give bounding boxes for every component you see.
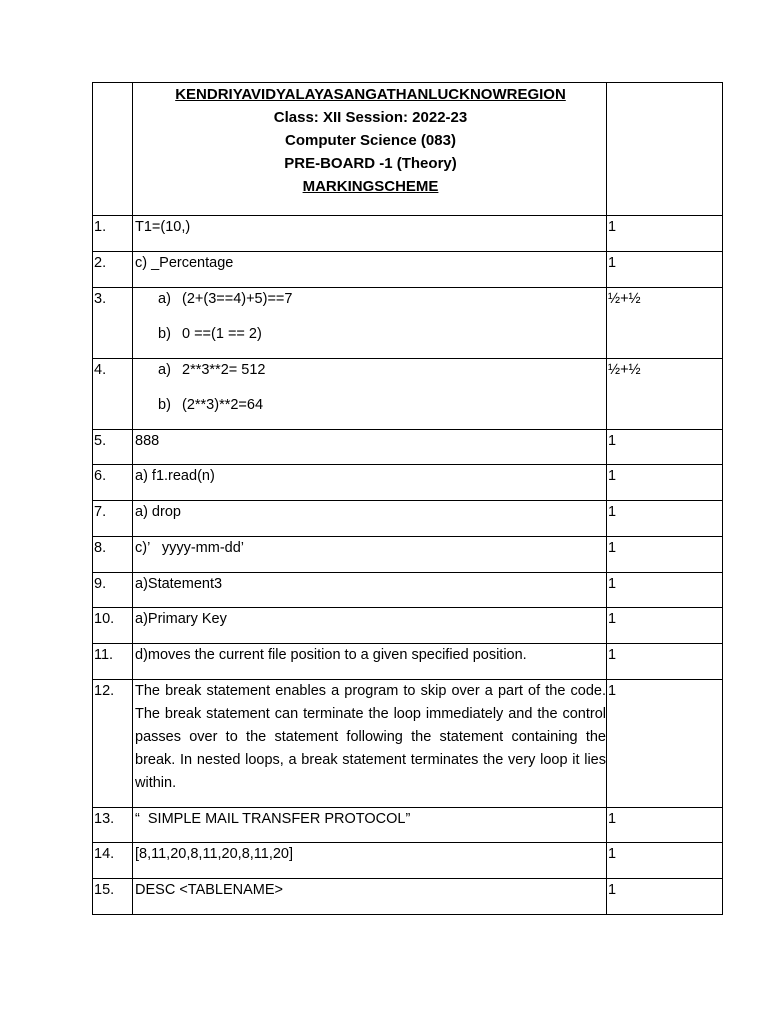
- answer-cell: [133, 501, 607, 537]
- marks-value: 1: [608, 539, 617, 556]
- sub-item: [135, 323, 606, 346]
- question-number-cell: [93, 216, 133, 252]
- answer-cell: [133, 807, 607, 843]
- answer-cell: [133, 572, 607, 608]
- marks-value: 1: [608, 682, 617, 699]
- question-number: 4.: [94, 361, 107, 378]
- marks-value: 1: [608, 846, 617, 863]
- class-session: Class: XII Session: 2022-23: [273, 109, 468, 126]
- question-number-cell: [93, 536, 133, 572]
- marks-cell: [607, 501, 723, 537]
- question-number: 8.: [94, 539, 107, 556]
- sub-item-text: (2+(3==4)+5)==7: [182, 290, 293, 307]
- answer-text: “ SIMPLE MAIL TRANSFER PROTOCOL”: [135, 810, 411, 827]
- marks-cell: [607, 287, 723, 358]
- question-number-cell: [93, 572, 133, 608]
- subject-title: Computer Science (083): [285, 132, 456, 149]
- sub-item-marker: a): [158, 361, 171, 378]
- answer-paragraph-line: The break statement enables a program to skip over a part of the code.: [135, 682, 606, 699]
- marks-cell: [607, 216, 723, 252]
- marks-value: 1: [608, 611, 617, 628]
- question-number: 6.: [94, 468, 107, 485]
- marks-cell: [607, 644, 723, 680]
- answer-text: T1=(10,): [135, 219, 191, 235]
- answer-cell: [133, 679, 607, 807]
- marks-cell: [607, 358, 723, 429]
- question-number: 1.: [94, 219, 107, 235]
- question-number: 13.: [94, 810, 115, 827]
- marks-value: 1: [608, 504, 617, 520]
- sub-item-marker: b): [158, 396, 171, 413]
- header-cell: [133, 83, 607, 216]
- marks-value: 1: [608, 468, 617, 485]
- marks-value: 1: [608, 432, 617, 449]
- question-number-cell: [93, 287, 133, 358]
- answer-paragraph-line: within.: [135, 774, 177, 791]
- sub-item-text: (2**3)**2=64: [182, 396, 264, 413]
- sub-item-text: 2**3**2= 512: [182, 361, 266, 378]
- marks-value: ½+½: [608, 290, 641, 307]
- answer-cell: [133, 358, 607, 429]
- marking-scheme-body: [93, 83, 723, 915]
- question-row: [93, 465, 723, 501]
- question-number: 7.: [94, 504, 107, 520]
- sub-item-text: 0 ==(1 == 2): [182, 325, 262, 342]
- answer-cell: [133, 879, 607, 915]
- answer-cell: [133, 843, 607, 879]
- question-row: [93, 287, 723, 358]
- answer-text: c) _Percentage: [135, 254, 234, 271]
- marks-value: 1: [608, 575, 617, 592]
- marks-cell: [607, 807, 723, 843]
- question-number-cell: [93, 251, 133, 287]
- marking-scheme-page: [92, 82, 723, 915]
- marks-cell: [607, 572, 723, 608]
- answer-cell: [133, 251, 607, 287]
- answer-text: d)moves the current file position to a given specified position.: [135, 647, 527, 663]
- answer-text: a)Statement3: [135, 575, 223, 592]
- question-number-cell: [93, 429, 133, 465]
- question-number: 12.: [94, 682, 115, 699]
- sub-item: [135, 288, 606, 311]
- marks-cell: [607, 879, 723, 915]
- marks-value: 1: [608, 219, 617, 235]
- question-number-cell: [93, 879, 133, 915]
- question-row: [93, 843, 723, 879]
- answer-cell: [133, 536, 607, 572]
- answer-cell: [133, 465, 607, 501]
- answer-text: DESC <TABLENAME>: [135, 882, 284, 898]
- answer-cell: [133, 608, 607, 644]
- marks-cell: [607, 679, 723, 807]
- sub-item: [135, 394, 606, 417]
- question-number: 15.: [94, 882, 115, 898]
- marks-value: 1: [608, 882, 617, 898]
- header-row: [93, 83, 723, 216]
- answer-cell: [133, 429, 607, 465]
- marks-value: 1: [608, 254, 617, 271]
- marks-cell: [607, 465, 723, 501]
- question-number: 9.: [94, 575, 107, 592]
- organisation-title: KENDRIYAVIDYALAYASANGATHANLUCKNOWREGION: [175, 86, 566, 103]
- question-row: [93, 608, 723, 644]
- answer-text: c)’ yyyy-mm-dd’: [135, 539, 245, 556]
- question-number: 5.: [94, 432, 107, 449]
- question-row: [93, 807, 723, 843]
- question-row: [93, 879, 723, 915]
- sub-item-marker: a): [158, 290, 171, 307]
- question-number: 10.: [94, 611, 115, 628]
- question-number-cell: [93, 644, 133, 680]
- question-number: 14.: [94, 846, 115, 863]
- answer-cell: [133, 216, 607, 252]
- answer-paragraph-line: The break statement can terminate the loop immediately and the control: [135, 705, 606, 722]
- question-number-cell: [93, 465, 133, 501]
- question-number-cell: [93, 358, 133, 429]
- question-number-cell: [93, 608, 133, 644]
- sub-item: [135, 359, 606, 382]
- answer-paragraph-line: passes over to the statement following the statement containing the: [135, 728, 606, 745]
- question-number: 3.: [94, 290, 107, 307]
- question-row: [93, 536, 723, 572]
- question-row: [93, 216, 723, 252]
- marks-value: 1: [608, 810, 617, 827]
- document-title: MARKINGSCHEME: [302, 178, 439, 195]
- marks-cell: [607, 608, 723, 644]
- marks-cell: [607, 843, 723, 879]
- answer-text: a) drop: [135, 504, 181, 520]
- question-row: [93, 251, 723, 287]
- question-number-cell: [93, 501, 133, 537]
- question-row: [93, 501, 723, 537]
- marks-cell: [607, 536, 723, 572]
- question-number: 11.: [94, 647, 114, 663]
- header-blank-cell-right: [607, 83, 723, 216]
- exam-title: PRE-BOARD -1 (Theory): [284, 155, 457, 172]
- question-row: [93, 679, 723, 807]
- marking-scheme-table: [92, 82, 723, 915]
- answer-cell: [133, 287, 607, 358]
- answer-text: 888: [135, 432, 160, 449]
- question-number-cell: [93, 679, 133, 807]
- question-row: [93, 429, 723, 465]
- question-number-cell: [93, 843, 133, 879]
- marks-value: ½+½: [608, 361, 641, 378]
- answer-text: a) f1.read(n): [135, 468, 215, 485]
- marks-cell: [607, 429, 723, 465]
- sub-item-marker: b): [158, 325, 171, 342]
- question-row: [93, 358, 723, 429]
- question-number: 2.: [94, 254, 107, 271]
- answer-text: a)Primary Key: [135, 611, 227, 628]
- answer-cell: [133, 644, 607, 680]
- marks-cell: [607, 251, 723, 287]
- question-row: [93, 572, 723, 608]
- answer-text: [8,11,20,8,11,20,8,11,20]: [135, 846, 294, 863]
- answer-paragraph-line: break. In nested loops, a break statement terminates the very loop it lies: [135, 751, 606, 768]
- header-blank-cell-left: [93, 83, 133, 216]
- question-number-cell: [93, 807, 133, 843]
- marks-value: 1: [608, 647, 617, 663]
- question-row: [93, 644, 723, 680]
